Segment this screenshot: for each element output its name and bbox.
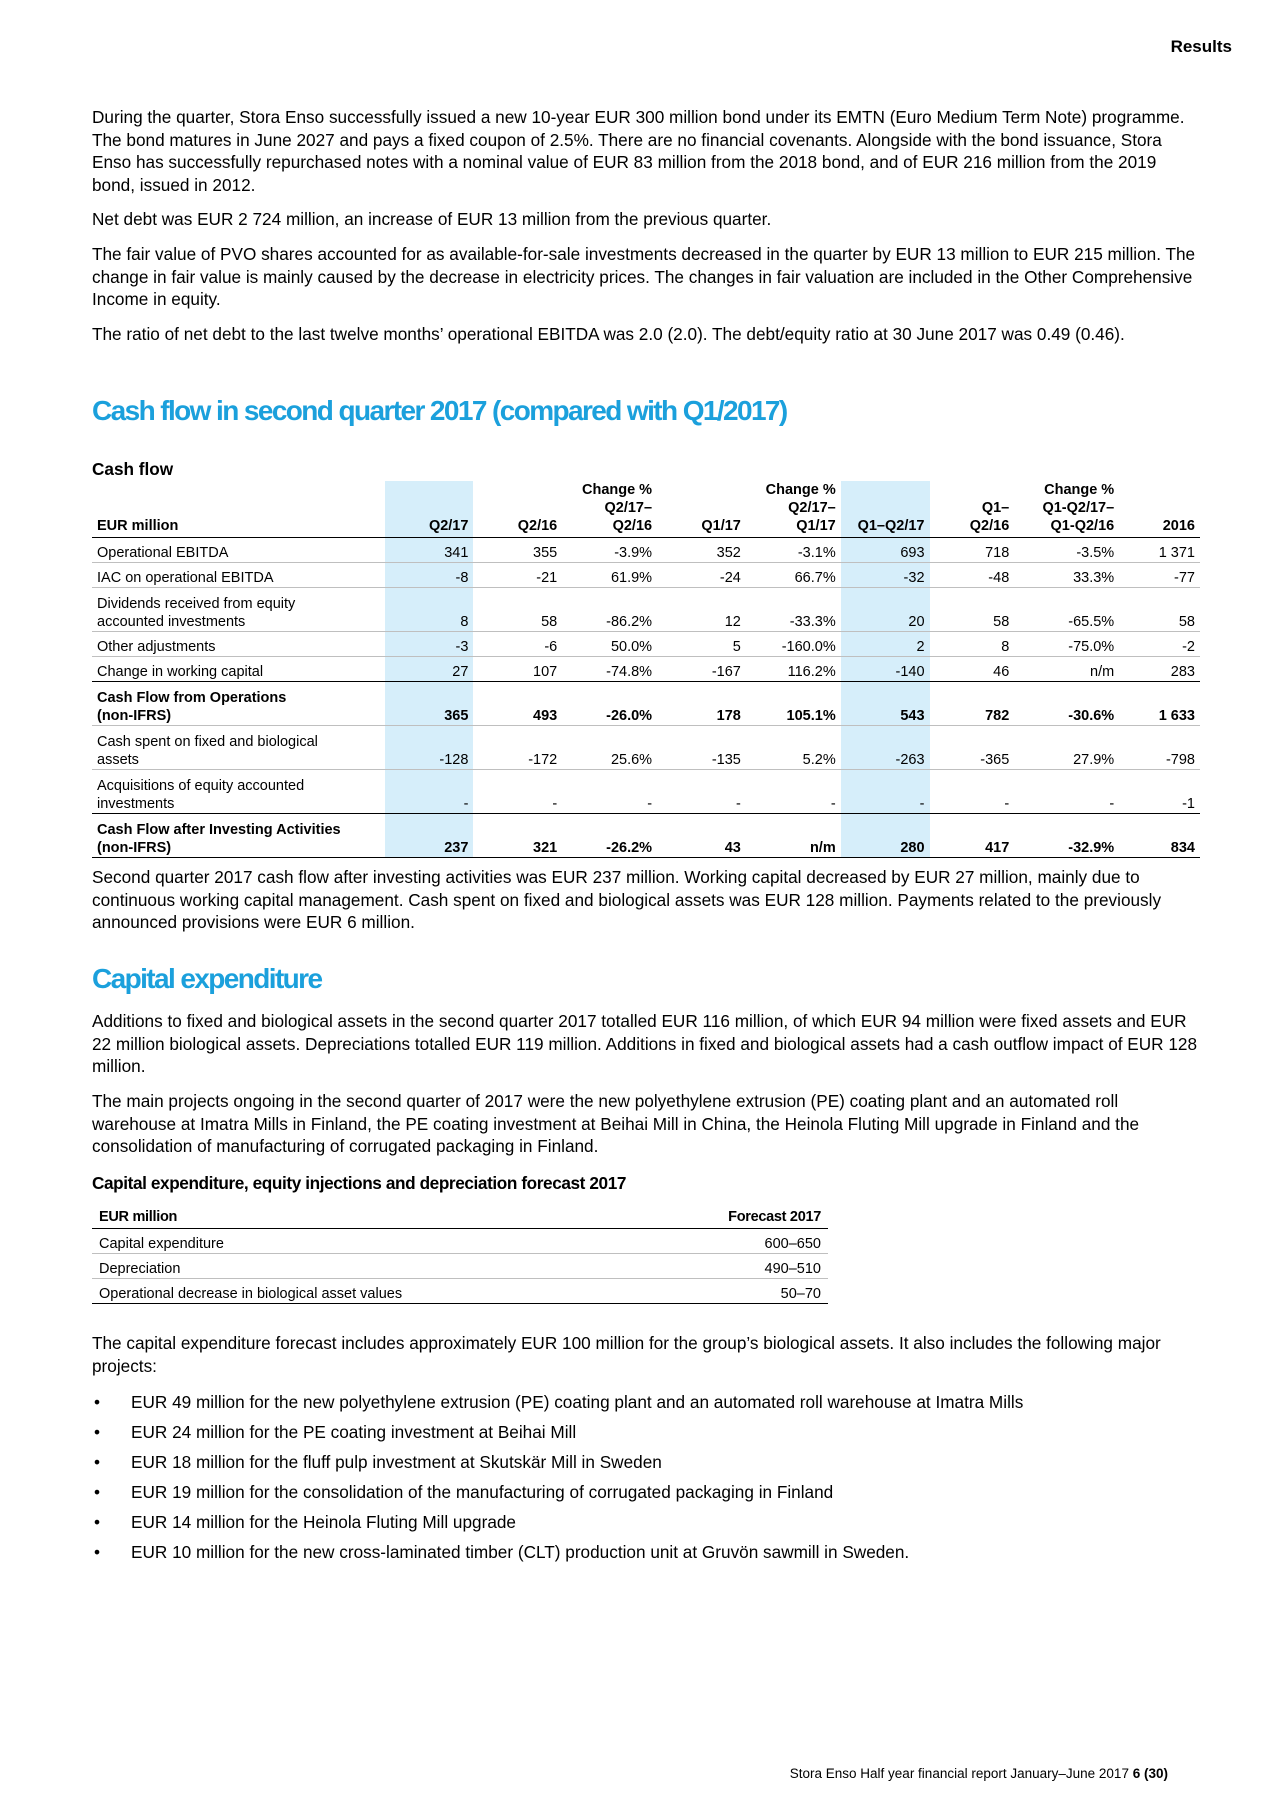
table-row [92,1229,828,1254]
bullet-icon: • [94,1482,101,1502]
table-cell: -172 [473,726,562,770]
col-header-q2-17: Q2/17 [385,481,474,538]
table-cell: 5 [657,632,746,657]
row-label: Other adjustments [92,632,385,657]
table-cell: n/m [1014,657,1119,682]
table-cell: 493 [473,682,562,726]
paragraph-pvo: The fair value of PVO shares accounted for as available-for-sale investments decreased in the quarter by EUR 13 million to EUR 215 million. The change in fair value is mainly caused by the decrease in electricity prices. The changes in fair valuation are included in the Other Comprehensive Income in equity. [92,244,1196,309]
list-item-text: EUR 49 million for the new polyethylene extrusion (PE) coating plant and an automated roll warehouse at Imatra Mills [131,1392,1024,1412]
table-cell: 5.2% [746,726,841,770]
paragraph-additions: Additions to fixed and biological assets in the second quarter 2017 totalled EUR 116 million, of which EUR 94 million were fixed assets and EUR 22 million biological assets. Depreciations totalled EUR 119 million. Additions in fixed and biological assets had a cash outflow impact of EUR 128 million. [92,1011,1198,1076]
col-header-2016: 2016 [1119,481,1200,538]
cash-flow-table [92,481,1200,858]
table-cell: 25.6% [562,726,657,770]
col-header-h1-17: Q1–Q2/17 [841,481,930,538]
list-item [92,1391,1200,1421]
table-cell: 43 [657,814,746,858]
table-cell: 1 633 [1119,682,1200,726]
col-header-change-q1: Change % Q2/17– Q1/17 [746,481,841,538]
row-label: Operational EBITDA [92,538,385,563]
list-item-text: EUR 24 million for the PE coating investment at Beihai Mill [131,1422,577,1442]
table-cell: 58 [930,588,1015,632]
col-header-label: EUR million [92,481,385,538]
table-cell: 693 [841,538,930,563]
table-cell: 178 [657,682,746,726]
table-header-row [92,481,1200,538]
heading-capex: Capital expenditure [92,963,322,994]
table-cell: -128 [385,726,474,770]
table-cell: -30.6% [1014,682,1119,726]
table-cell: -8 [385,563,474,588]
table-cell: -26.2% [562,814,657,858]
table-cell: -48 [930,563,1015,588]
table-cell: 341 [385,538,474,563]
table-cell: -3.9% [562,538,657,563]
table-cell: -3.5% [1014,538,1119,563]
table-cell: n/m [746,814,841,858]
table-row [92,563,1200,588]
table-row [92,726,1200,770]
table-cell: -1 [1119,770,1200,814]
table-cell: 1 371 [1119,538,1200,563]
row-label: Operational decrease in biological asset values [92,1279,643,1304]
table-cell: -3.1% [746,538,841,563]
list-item [92,1481,1200,1511]
col-header-q1-17: Q1/17 [657,481,746,538]
table-cell: -2 [1119,632,1200,657]
paragraph-ratio: The ratio of net debt to the last twelve months’ operational EBITDA was 2.0 (2.0). The debt/equity ratio at 30 June 2017 was 0.49 (0.46). [92,324,1125,344]
bullet-icon: • [94,1512,101,1532]
table-row [92,770,1200,814]
col-header-label: EUR million [92,1208,643,1229]
table-row [92,538,1200,563]
table-cell: 355 [473,538,562,563]
row-value: 50–70 [643,1279,829,1304]
footer [790,1766,1168,1781]
table-cell: 8 [385,588,474,632]
row-label: Dividends received from equity accounted investments [92,588,385,632]
table-cell: 12 [657,588,746,632]
table-cell: 33.3% [1014,563,1119,588]
paragraph-bond: During the quarter, Stora Enso successfully issued a new 10-year EUR 300 million bond under its EMTN (Euro Medium Term Note) programme. The bond matures in June 2027 and pays a fixed coupon of 2.5%. There are no financial covenants. Alongside with the bond issuance, Stora Enso has successfully repurchased notes with a nominal value of EUR 83 million from the 2018 bond, and of EUR 216 million from the 2019 bond, issued in 2012. [92,107,1185,195]
bullet-icon: • [94,1452,101,1472]
table-cell: 283 [1119,657,1200,682]
forecast-table [92,1208,828,1304]
table-cell: 27 [385,657,474,682]
table-cell: 50.0% [562,632,657,657]
paragraph-net-debt: Net debt was EUR 2 724 million, an increase of EUR 13 million from the previous quarter. [92,209,772,229]
table-cell: -32 [841,563,930,588]
list-item-text: EUR 18 million for the fluff pulp investment at Skutskär Mill in Sweden [131,1452,662,1472]
table-cell: 782 [930,682,1015,726]
table-cell: 20 [841,588,930,632]
table-row [92,1254,828,1279]
col-header-h1-16: Q1– Q2/16 [930,481,1015,538]
cash-flow-table-body [92,538,1200,858]
table-row [92,682,1200,726]
table-cell: 834 [1119,814,1200,858]
table-cell: -160.0% [746,632,841,657]
paragraph-cash-flow-summary: Second quarter 2017 cash flow after investing activities was EUR 237 million. Working capital decreased by EUR 27 million, mainly due to continuous working capital management. Cash spent on fixed and biological assets was EUR 128 million. Payments related to the previously announced provisions were EUR 6 million. [92,867,1162,932]
table-cell: 58 [473,588,562,632]
table-cell: - [473,770,562,814]
table-cell: 2 [841,632,930,657]
row-label: Change in working capital [92,657,385,682]
paragraph-projects: The main projects ongoing in the second quarter of 2017 were the new polyethylene extrusion (PE) coating plant and an automated roll warehouse at Imatra Mills in Finland, the PE coating investment at Beihai Mill in China, the Heinola Fluting Mill upgrade in Finland and the consolidation of manufacturing of corrugated packaging in Finland. [92,1091,1140,1156]
table-cell: 718 [930,538,1015,563]
table-cell: 27.9% [1014,726,1119,770]
list-item-text: EUR 19 million for the consolidation of the manufacturing of corrugated packaging in Finland [131,1482,834,1502]
col-header-change-h1: Change % Q1-Q2/17– Q1-Q2/16 [1014,481,1119,538]
table-header-row [92,1208,828,1229]
table-cell: 61.9% [562,563,657,588]
table-cell: -365 [930,726,1015,770]
table-cell: -86.2% [562,588,657,632]
list-item [92,1511,1200,1541]
table-cell: -65.5% [1014,588,1119,632]
table-cell: -74.8% [562,657,657,682]
table-cell: -140 [841,657,930,682]
row-label: Capital expenditure [92,1229,643,1254]
table-row [92,588,1200,632]
col-header-change-q2: Change % Q2/17– Q2/16 [562,481,657,538]
table-cell: - [841,770,930,814]
list-item [92,1451,1200,1481]
row-label: Acquisitions of equity accounted investments [92,770,385,814]
list-item-text: EUR 10 million for the new cross-laminated timber (CLT) production unit at Gruvön sawmill in Sweden. [131,1542,910,1562]
table-cell: -263 [841,726,930,770]
cash-flow-table-caption: Cash flow [92,459,174,479]
table-cell: -798 [1119,726,1200,770]
table-cell: 8 [930,632,1015,657]
table-cell: -75.0% [1014,632,1119,657]
table-cell: - [1014,770,1119,814]
table-cell: 237 [385,814,474,858]
footer-text: Stora Enso Half year financial report January–June 2017 [789,1766,1129,1781]
forecast-table-caption: Capital expenditure, equity injections and depreciation forecast 2017 [92,1173,627,1193]
table-row [92,657,1200,682]
table-cell: - [746,770,841,814]
table-cell: -33.3% [746,588,841,632]
table-row [92,1279,828,1304]
row-label: Depreciation [92,1254,643,1279]
forecast-table-body [92,1229,828,1304]
table-cell: -167 [657,657,746,682]
table-cell: 365 [385,682,474,726]
table-cell: - [930,770,1015,814]
bullet-icon: • [94,1542,101,1562]
row-value: 490–510 [643,1254,829,1279]
table-cell: 321 [473,814,562,858]
table-row [92,814,1200,858]
table-cell: - [385,770,474,814]
section-header: Results [1170,37,1232,56]
table-cell: -21 [473,563,562,588]
table-cell: 46 [930,657,1015,682]
bullet-icon: • [94,1392,101,1412]
table-cell: -24 [657,563,746,588]
table-cell: -135 [657,726,746,770]
list-item [92,1541,1200,1571]
table-cell: -77 [1119,563,1200,588]
row-label: IAC on operational EBITDA [92,563,385,588]
table-cell: -26.0% [562,682,657,726]
table-cell: 107 [473,657,562,682]
heading-cash-flow: Cash flow in second quarter 2017 (compared with Q1/2017) [92,395,787,426]
table-cell: 352 [657,538,746,563]
table-cell: 417 [930,814,1015,858]
table-cell: -3 [385,632,474,657]
list-item-text: EUR 14 million for the Heinola Fluting Mill upgrade [131,1512,516,1532]
table-cell: 105.1% [746,682,841,726]
list-item [92,1421,1200,1451]
table-cell: 543 [841,682,930,726]
table-cell: - [562,770,657,814]
project-list [92,1391,1200,1571]
table-cell: 58 [1119,588,1200,632]
row-label: Cash Flow from Operations (non-IFRS) [92,682,385,726]
page-number: 6 (30) [1132,1766,1168,1781]
table-cell: 280 [841,814,930,858]
row-label: Cash Flow after Investing Activities (non-IFRS) [92,814,385,858]
row-value: 600–650 [643,1229,829,1254]
col-header-q2-16: Q2/16 [473,481,562,538]
table-cell: -32.9% [1014,814,1119,858]
table-row [92,632,1200,657]
col-header-forecast: Forecast 2017 [643,1208,829,1229]
table-cell: -6 [473,632,562,657]
bullet-icon: • [94,1422,101,1442]
table-cell: 116.2% [746,657,841,682]
table-cell: 66.7% [746,563,841,588]
paragraph-forecast-intro: The capital expenditure forecast includes approximately EUR 100 million for the group’s biological assets. It also includes the following major projects: [92,1333,1161,1376]
table-cell: - [657,770,746,814]
row-label: Cash spent on fixed and biological assets [92,726,385,770]
